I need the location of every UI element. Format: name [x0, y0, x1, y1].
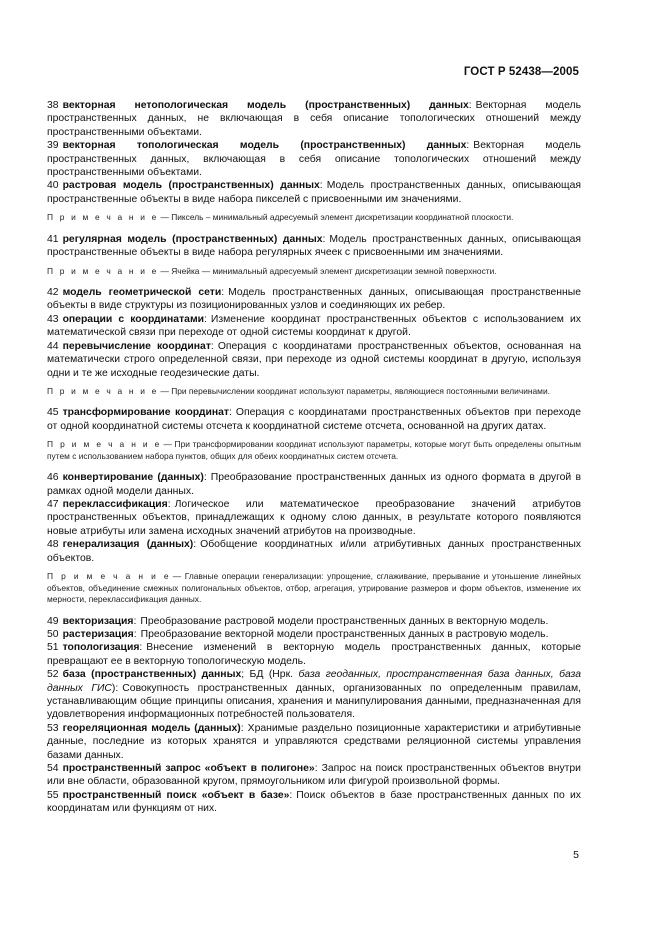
term-note	[47, 386, 581, 398]
term-name: генерализация (данных)	[62, 539, 194, 551]
term-number: 48	[47, 539, 59, 551]
term-entry: 55 пространственный поиск «объект в базе»: Поиск объектов в базе пространственных данных по их координатам или функциям от них.	[47, 789, 581, 815]
term-name: переклассификация	[62, 499, 168, 511]
term-number: 40	[47, 180, 59, 192]
terms-list	[47, 99, 581, 816]
term-definition: Векторная модель пространственных данных, не включающая в себя описание топологических отношений между пространственными объектами.	[47, 100, 581, 138]
term-definition: Модель пространственных данных, описывающая пространственные объекты в виде структуры из позиционированных узлов и соединяющих их ребер.	[47, 287, 581, 312]
note-text: — Главные операции генерализации: упрощение, сглаживание, прерывание и утоньшение линейных объектов, объединение смежных полигональных объектов, отбор, агрегация, утрирование размеров и форм объектов, изменение их мерности, переклассификация данных.	[47, 571, 581, 605]
term-name: перевычисление координат	[62, 340, 211, 352]
term-entry: 39 векторная топологическая модель (пространственных) данных: Векторная модель пространственных данных, включающая в себя описание топологических отношений между пространственными объектами.	[47, 140, 581, 179]
term-entry: 53 геореляционная модель (данных): Хранимые раздельно позиционные характеристики и атрибутивные данные, последние из которых хранятся и управляются средствами реляционной системы управления базами данных.	[47, 722, 582, 761]
term-name: конвертирование (данных)	[62, 472, 204, 484]
term-number: 52	[47, 669, 59, 681]
term-definition: Поиск объектов в базе пространственных данных по их координатам или функциям от них.	[47, 789, 581, 815]
term-definition: Операция с координатами пространственных объектов при переходе от одной координатной системы отсчета к координатной системе отсчета, основанной на других датах.	[47, 407, 581, 432]
term-entry: 47 переклассификация: Логическое или математическое преобразование значений атрибутов пространственных объектов, принадлежащих к одному слою данных, в результате которого появляются новые атрибуты или замена исходных значений атрибутов на производные.	[47, 499, 581, 537]
term-number: 45	[47, 407, 59, 419]
note-text: — При трансформировании координат используют параметры, которые могут быть определены опытным путем с использованием набора пунктов, общих для обеих координатных систем отсчета.	[47, 439, 581, 461]
term-name: операции с координатами	[62, 313, 205, 325]
term-definition: Хранимые раздельно позиционные характеристики и атрибутивные данные, последние из которых хранятся и управляются средствами реляционной системы управления базами данных.	[47, 722, 582, 761]
term-entry: 45 трансформирование координат: Операция с координатами пространственных объектов при переходе от одной координатной системы отсчета к координатной системе отсчета, основанной на других датах.	[47, 407, 581, 432]
term-number: 43	[47, 313, 59, 325]
term-number: 55	[47, 789, 59, 801]
term-name: регулярная модель (пространственных) данных	[62, 233, 323, 245]
term-entry: 42 модель геометрической сети: Модель пространственных данных, описывающая пространственные объекты в виде структуры из позиционированных узлов и соединяющих их ребер.	[47, 287, 581, 312]
term-entry: 40 растровая модель (пространственных) данных: Модель пространственных данных, описывающая пространственные объекты в виде набора пикселей с присвоенными им значениями.	[47, 180, 581, 205]
term-number: 46	[47, 472, 59, 484]
term-name: растеризация	[62, 628, 134, 640]
term-definition: Изменение координат пространственных объектов с использованием их математической связи при переходе от одной системы координат к другой.	[47, 313, 581, 339]
term-abbreviation: БД	[249, 669, 264, 681]
term-name: модель геометрической сети	[62, 287, 222, 299]
term-entry: 54 пространственный запрос «объект в полигоне»: Запрос на поиск пространственных объектов внутри или вне области, образованной кругом, прямоугольником или фигурой произвольной формы.	[47, 763, 581, 788]
term-entry: 49 векторизация: Преобразование растровой модели пространственных данных в векторную модель.	[47, 615, 549, 627]
term-not-recommended-synonyms: база геоданных, пространственная база данных, база данных ГИС	[47, 669, 581, 694]
term-number: 51	[47, 642, 59, 654]
term-name: пространственный запрос «объект в полигоне»	[62, 763, 315, 775]
note-text: — Ячейка — минимальный адресуемый элемент дискретизации земной поверхности.	[160, 265, 497, 276]
term-entry: 52 база (пространственных) данных; БД (Нрк. база геоданных, пространственная база данных, база данных ГИС): Совокупность пространственных данных, организованных по определенным правилам, устанавливающим общие принципы описания, хранения и манипулирования данными, предназначенная для удовлетворения информационных потребностей пользователя.	[47, 669, 581, 721]
term-definition: Запрос на поиск пространственных объектов внутри или вне области, образованной кругом, прямоугольником или фигурой произвольной формы.	[47, 763, 581, 788]
page-number: 5	[573, 849, 579, 861]
term-note	[47, 571, 581, 606]
term-number: 44	[47, 340, 59, 352]
term-entry: 43 операции с координатами: Изменение координат пространственных объектов с использованием их математической связи при переходе от одной системы координат к другой.	[47, 313, 581, 339]
term-note	[47, 439, 581, 462]
term-definition: Операция с координатами пространственных объектов, основанная на математически строго определенной связи, при переходе из одной системы координат в другую, используя одни и те же исходные геодезические даты.	[47, 340, 581, 379]
term-entry: 50 растеризация: Преобразование векторной модели пространственных данных в растровую модель.	[47, 628, 549, 640]
term-entry: 41 регулярная модель (пространственных) данных: Модель пространственных данных, описывающая пространственные объекты в виде набора регулярных ячеек с присвоенными им значениями.	[47, 233, 581, 259]
term-definition: Векторная модель пространственных данных, включающая в себя описание топологических отношений между пространственными объектами.	[47, 140, 581, 179]
term-number: 49	[47, 615, 59, 627]
term-definition: Преобразование растровой модели пространственных данных в векторную модель.	[140, 615, 549, 627]
term-name: векторная топологическая модель (пространственных) данных	[62, 140, 467, 152]
standard-header: ГОСТ Р 52438—2005	[463, 66, 579, 78]
term-number: 47	[47, 499, 59, 511]
term-definition: Преобразование векторной модели пространственных данных в растровую модель.	[140, 628, 549, 640]
note-label: П р и м е ч а н и е	[47, 265, 159, 276]
term-note	[47, 266, 581, 278]
term-definition: Внесение изменений в векторную модель пространственных данных, которые превращают ее в векторную топологическую модель.	[47, 642, 581, 667]
term-number: 39	[47, 140, 59, 152]
note-text: — При перевычислении координат используют параметры, являющиеся постоянными величинами.	[160, 385, 550, 396]
term-definition: Логическое или математическое преобразование значений атрибутов пространственных объектов, принадлежащих к одному слою данных, в результате которого появляются новые атрибуты или замена исходных значений атрибутов на производные.	[47, 499, 581, 537]
note-text: — Пиксель – минимальный адресуемый элемент дискретизации координатной плоскости.	[160, 212, 514, 223]
term-entry: 51 топологизация: Внесение изменений в векторную модель пространственных данных, которые превращают ее в векторную топологическую модель.	[47, 642, 581, 667]
term-entry: 48 генерализация (данных): Обобщение координатных и/или атрибутивных данных пространственных объектов.	[47, 539, 581, 564]
term-name: трансформирование координат	[62, 407, 230, 419]
term-definition: Обобщение координатных и/или атрибутивных данных пространственных объектов.	[47, 539, 581, 564]
term-number: 53	[47, 722, 59, 734]
note-label: П р и м е ч а н и е	[47, 385, 159, 396]
term-name: база (пространственных) данных	[62, 669, 242, 681]
term-name: пространственный поиск «объект в базе»	[62, 789, 290, 801]
term-definition: Модель пространственных данных, описывающая пространственные объекты в виде набора пикселей с присвоенными им значениями.	[47, 180, 581, 205]
term-name: векторизация	[62, 615, 134, 627]
term-name: растровая модель (пространственных) данных	[62, 180, 320, 192]
term-definition: Совокупность пространственных данных, организованных по определенным правилам, устанавливающим общие принципы описания, хранения и манипулирования данными, предназначенная для удовлетворения информационных потребностей пользователя.	[47, 682, 581, 721]
note-label: П р и м е ч а н и е	[47, 571, 171, 582]
term-note	[47, 212, 581, 224]
note-label: П р и м е ч а н и е	[47, 439, 162, 450]
term-entry: 46 конвертирование (данных): Преобразование пространственных данных из одного формата в другой в рамках одной модели данных.	[47, 472, 581, 497]
term-name: векторная нетопологическая модель (пространственных) данных	[62, 100, 469, 111]
term-number: 41	[47, 233, 59, 245]
term-name: топологизация	[62, 642, 140, 654]
term-definition: Преобразование пространственных данных из одного формата в другой в рамках одной модели данных.	[47, 472, 581, 497]
term-number: 50	[47, 628, 59, 640]
term-not-recommended-label: Нрк.	[272, 669, 294, 681]
term-number: 38	[47, 100, 59, 111]
term-number: 42	[47, 287, 59, 299]
term-number: 54	[47, 763, 59, 775]
term-name: геореляционная модель (данных)	[62, 722, 241, 734]
term-definition: Модель пространственных данных, описывающая пространственные объекты в виде набора регулярных ячеек с присвоенными им значениями.	[47, 233, 581, 259]
term-entry: 38 векторная нетопологическая модель (пространственных) данных: Векторная модель пространственных данных, не включающая в себя описание топологических отношений между пространственными объектами.	[47, 100, 581, 138]
note-label: П р и м е ч а н и е	[47, 212, 159, 223]
term-entry: 44 перевычисление координат: Операция с координатами пространственных объектов, основанная на математически строго определенной связи, при переходе из одной системы координат в другую, используя одни и те же исходные геодезические даты.	[47, 340, 581, 379]
